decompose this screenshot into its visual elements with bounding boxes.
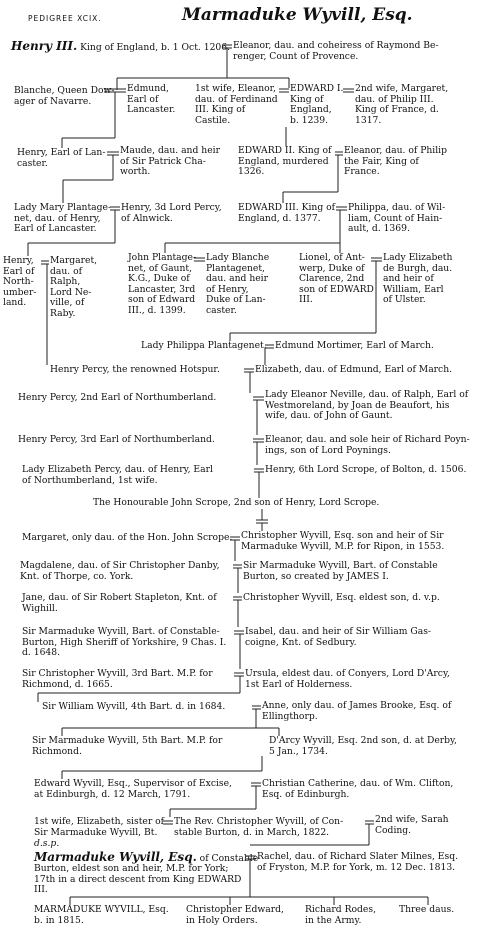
person-edward-iii: EDWARD III. King of England, d. 1377. xyxy=(238,202,336,224)
person-richard-rodes: Richard Rodes, in the Army. xyxy=(305,904,376,926)
person-lady-philippa: Lady Philippa Plantagenet. xyxy=(141,340,267,351)
person-rev-christopher-wyvill: The Rev. Christopher Wyvill, of Con- stable Burton, d. in March, 1822. xyxy=(174,816,344,838)
person-edward-ii: EDWARD II. King of England, murdered 1326. xyxy=(238,145,332,178)
person-john-of-gaunt: John Plantage- net, of Gaunt, K.G., Duke of Lancaster, 3rd son of Edward III., d. 1399. xyxy=(128,252,197,316)
person-christopher-wyvill: Christopher Wyvill, Esq. son and heir of Sir Marmaduke Wyvill, M.P. for Ripon, in 1553. xyxy=(241,530,445,552)
person-eleanor-provence: Eleanor, dau. and coheiress of Raymond Be- renger, Count of Provence. xyxy=(233,40,439,62)
person-sir-marmaduke-1st-bart: Sir Marmaduke Wyvill, Bart. of Constable Burton, so created by JAMES I. xyxy=(243,560,438,582)
person-lady-elizabeth-de-burgh: Lady Elizabeth de Burgh, dau. and heir of William, Earl of Ulster. xyxy=(383,252,453,306)
person-sir-william-4th-bart: Sir William Wyvill, 4th Bart. d. in 1684. xyxy=(42,701,226,712)
person-anne-brooke: Anne, only dau. of James Brooke, Esq. of Ellingthorp. xyxy=(262,700,452,722)
person-philippa-hainault: Philippa, dau. of Wil- liam, Count of Hain- ault, d. 1369. xyxy=(348,202,446,235)
person-ursula-darcy: Ursula, eldest dau. of Conyers, Lord D'Arcy, 1st Earl of Holderness. xyxy=(245,668,450,690)
person-elizabeth-1st-wife: 1st wife, Elizabeth, sister of Sir Marmaduke Wyvill, Bt. xyxy=(34,816,165,838)
person-eleanor-poynings: Eleanor, dau. and sole heir of Richard Poyn- ings, son of Lord Poynings. xyxy=(265,434,470,456)
person-edmund-mortimer: Edmund Mortimer, Earl of March. xyxy=(275,340,434,351)
person-henry-earl-lancaster: Henry, Earl of Lan- caster. xyxy=(17,147,106,169)
person-john-scrope: The Honourable John Scrope, 2nd son of Henry, Lord Scrope. xyxy=(93,497,380,508)
person-sir-christopher-3rd-bart: Sir Christopher Wyvill, 3rd Bart. M.P. for Richmond, d. 1665. xyxy=(22,668,213,690)
person-lady-elizabeth-percy: Lady Elizabeth Percy, dau. of Henry, Earl of Northumberland, 1st wife. xyxy=(22,464,213,486)
pedigree-number: PEDIGREE XCIX. xyxy=(28,14,102,23)
person-margaret-neville: Margaret, dau. of Ralph, Lord Ne- ville, of Raby. xyxy=(50,255,98,319)
person-henry-percy-3rd-earl: Henry Percy, 3rd Earl of Northumberland. xyxy=(18,434,215,445)
person-three-daughters: Three daus. xyxy=(399,904,455,915)
person-christopher-eldest-son: Christopher Wyvill, Esq. eldest son, d. v.p. xyxy=(243,592,440,603)
person-blanche: Blanche, Queen Dow- ager of Navarre. xyxy=(14,85,115,107)
person-elizabeth-march: Elizabeth, dau. of Edmund, Earl of March. xyxy=(255,364,453,375)
person-henry-percy-2nd-earl: Henry Percy, 2nd Earl of Northumberland. xyxy=(18,392,217,403)
person-sir-marmaduke-2nd: Sir Marmaduke Wyvill, Bart. of Constable- Burton, High Sheriff of Yorkshire, 9 Chas. I. d. 1648. xyxy=(22,626,227,659)
person-lady-mary-plantagenet: Lady Mary Plantage- net, dau. of Henry, Earl of Lancaster. xyxy=(14,202,112,235)
person-eleanor-castile: 1st wife, Eleanor, dau. of Ferdinand III. King of Castile. xyxy=(195,83,278,126)
person-marmaduke-wyvill-detail: of Constable xyxy=(196,853,259,864)
person-margaret-scrope: Margaret, only dau. of the Hon. John Scrope. xyxy=(22,532,233,543)
marriage-and-descent-lines xyxy=(28,45,428,905)
person-marmaduke-wyvill-continued: Burton, eldest son and heir, M.P. for York; 17th in a direct descent from King EDWARD III. xyxy=(34,863,242,896)
person-christian-clifton: Christian Catherine, dau. of Wm. Clifton, Esq. of Edinburgh. xyxy=(262,778,454,800)
person-edward-i: EDWARD I. King of England, b. 1239. xyxy=(290,83,344,126)
person-isabel-gascoigne: Isabel, dau. and heir of Sir William Gas- coigne, Knt. of Sedbury. xyxy=(245,626,432,648)
person-lady-blanche-plantagenet: Lady Blanche Plantagenet, dau. and heir of Henry, Duke of Lan- caster. xyxy=(206,252,270,316)
person-henry-earl-northumberland: Henry, Earl of North- umber- land. xyxy=(3,255,37,309)
person-henry-iii-name: Henry III. xyxy=(11,39,78,53)
person-maude-chaworth: Maude, dau. and heir of Sir Patrick Cha- worth. xyxy=(120,145,220,178)
person-marmaduke-wyvill-name: Marmaduke Wyvill, Esq. xyxy=(34,850,197,864)
person-rachel-milnes: Rachel, dau. of Richard Slater Milnes, Esq. of Fryston, M.P. for York, m. 12 Dec. 1813. xyxy=(257,851,459,873)
person-darcy-wyvill: D'Arcy Wyvill, Esq. 2nd son, d. at Derby, 5 Jan., 1734. xyxy=(269,735,457,757)
person-isabella-france: Eleanor, dau. of Philip the Fair, King of France. xyxy=(344,145,447,178)
person-sir-marmaduke-5th-bart: Sir Marmaduke Wyvill, 5th Bart. M.P. for Richmond. xyxy=(32,735,223,757)
person-henry-iii-detail: King of England, b. 1 Oct. 1206. xyxy=(77,42,231,53)
person-marmaduke-wyvill-jr: MARMADUKE WYVILL, Esq. b. in 1815. xyxy=(34,904,169,926)
person-edward-wyvill: Edward Wyvill, Esq., Supervisor of Excise, at Edinburgh, d. 12 March, 1791. xyxy=(34,778,232,800)
person-eleanor-neville: Lady Eleanor Neville, dau. of Ralph, Earl of Westmoreland, by Joan de Beaufort, his wife, dau. of John of Gaunt. xyxy=(265,389,469,422)
dsp-note: d.s.p. xyxy=(34,838,60,849)
person-lionel-clarence: Lionel, of Ant- werp, Duke of Clarence, 2nd son of EDWARD III. xyxy=(299,252,374,306)
person-margaret-france: 2nd wife, Margaret, dau. of Philip III. King of France, d. 1317. xyxy=(355,83,449,126)
person-hotspur: Henry Percy, the renowned Hotspur. xyxy=(50,364,220,375)
page-title: Marmaduke Wyvill, Esq. xyxy=(182,5,413,25)
person-henry-3rd-lord-percy: Henry, 3d Lord Percy, of Alnwick. xyxy=(121,202,222,224)
person-sarah-coding: 2nd wife, Sarah Coding. xyxy=(375,814,449,836)
person-magdalene-danby: Magdalene, dau. of Sir Christopher Danby, Knt. of Thorpe, co. York. xyxy=(20,560,220,582)
person-christopher-edward: Christopher Edward, in Holy Orders. xyxy=(186,904,284,926)
person-jane-stapleton: Jane, dau. of Sir Robert Stapleton, Knt. of Wighill. xyxy=(22,592,217,614)
person-henry-scrope: Henry, 6th Lord Scrope, of Bolton, d. 1506. xyxy=(265,464,467,475)
person-edmund-lancaster: Edmund, Earl of Lancaster. xyxy=(127,83,176,116)
